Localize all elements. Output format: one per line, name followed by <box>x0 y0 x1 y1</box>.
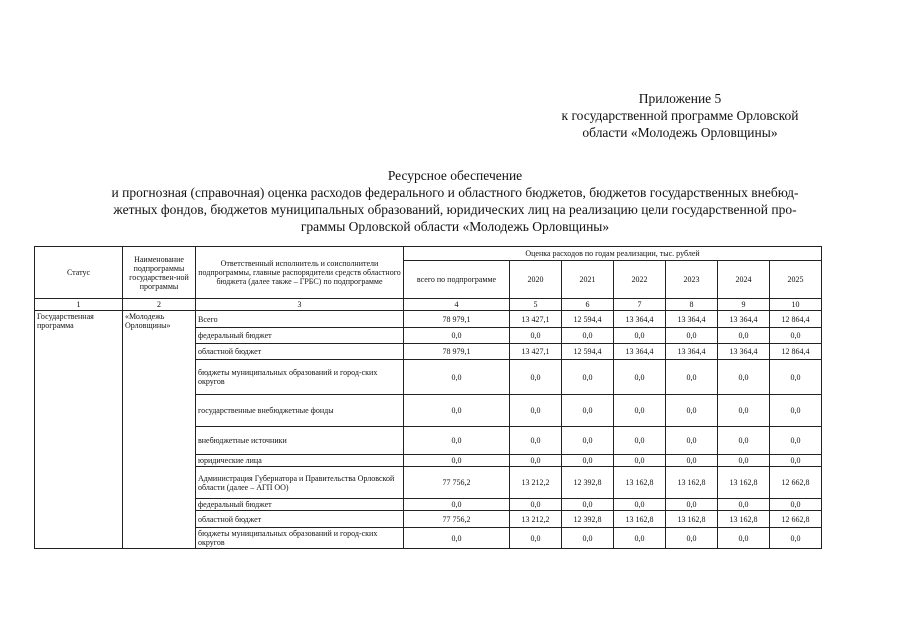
header-year: 2024 <box>718 261 770 299</box>
header-year: 2021 <box>562 261 614 299</box>
year-value: 0,0 <box>770 328 822 344</box>
document-title <box>60 167 850 235</box>
year-value: 0,0 <box>718 455 770 467</box>
year-value: 0,0 <box>666 528 718 549</box>
year-value: 0,0 <box>718 528 770 549</box>
header-name: Наименование подпрограммы государствен-ной программы <box>123 247 196 299</box>
year-value: 0,0 <box>666 499 718 511</box>
year-value: 0,0 <box>562 395 614 427</box>
column-number: 1 <box>35 299 123 311</box>
resource-table <box>34 246 822 549</box>
year-value: 13 364,4 <box>614 344 666 360</box>
year-value: 12 392,8 <box>562 467 614 499</box>
program-name-cell: «Молодежь Орловщины» <box>123 311 196 549</box>
year-value: 13 162,8 <box>614 511 666 528</box>
row-label: бюджеты муниципальных образований и город-ских округов <box>196 360 404 395</box>
year-value: 0,0 <box>666 328 718 344</box>
year-value: 0,0 <box>562 427 614 455</box>
year-value: 12 392,8 <box>562 511 614 528</box>
year-value: 13 212,2 <box>510 511 562 528</box>
year-value: 0,0 <box>614 395 666 427</box>
year-value: 0,0 <box>562 455 614 467</box>
status-cell: Государственная программа <box>35 311 123 549</box>
year-value: 0,0 <box>510 395 562 427</box>
row-label: областной бюджет <box>196 511 404 528</box>
year-value: 13 162,8 <box>666 467 718 499</box>
year-value: 13 212,2 <box>510 467 562 499</box>
column-number: 6 <box>562 299 614 311</box>
column-number: 9 <box>718 299 770 311</box>
appendix-ref-line2: области «Молодежь Орловщины» <box>582 125 778 140</box>
row-label: федеральный бюджет <box>196 499 404 511</box>
year-value: 13 162,8 <box>666 511 718 528</box>
year-value: 0,0 <box>718 328 770 344</box>
total-value: 0,0 <box>404 455 510 467</box>
year-value: 12 864,4 <box>770 311 822 328</box>
year-value: 12 594,4 <box>562 311 614 328</box>
year-value: 0,0 <box>666 455 718 467</box>
header-year: 2020 <box>510 261 562 299</box>
appendix-header <box>530 90 830 141</box>
year-value: 12 864,4 <box>770 344 822 360</box>
year-value: 0,0 <box>510 499 562 511</box>
year-value: 0,0 <box>614 499 666 511</box>
row-label: юридические лица <box>196 455 404 467</box>
year-value: 0,0 <box>510 328 562 344</box>
column-number: 5 <box>510 299 562 311</box>
year-value: 0,0 <box>510 427 562 455</box>
column-number: 10 <box>770 299 822 311</box>
year-value: 13 364,4 <box>666 311 718 328</box>
total-value: 0,0 <box>404 499 510 511</box>
row-label: внебюджетные источники <box>196 427 404 455</box>
total-value: 78 979,1 <box>404 344 510 360</box>
row-label: бюджеты муниципальных образований и город-ских округов <box>196 528 404 549</box>
total-value: 77 756,2 <box>404 511 510 528</box>
year-value: 0,0 <box>562 528 614 549</box>
header-executor: Ответственный исполнитель и соисполнители подпрограммы, главные распорядители средств областного бюджета (далее также – ГРБС) по подпрограмме <box>196 247 404 299</box>
year-value: 0,0 <box>614 455 666 467</box>
year-value: 0,0 <box>510 528 562 549</box>
year-value: 13 364,4 <box>718 344 770 360</box>
header-year: 2023 <box>666 261 718 299</box>
year-value: 0,0 <box>510 360 562 395</box>
year-value: 0,0 <box>666 395 718 427</box>
year-value: 0,0 <box>562 360 614 395</box>
year-value: 0,0 <box>718 395 770 427</box>
year-value: 0,0 <box>666 427 718 455</box>
year-value: 0,0 <box>718 427 770 455</box>
total-value: 78 979,1 <box>404 311 510 328</box>
year-value: 0,0 <box>770 499 822 511</box>
appendix-ref-line1: к государственной программе Орловской <box>561 108 799 123</box>
year-value: 13 162,8 <box>718 511 770 528</box>
year-value: 0,0 <box>770 360 822 395</box>
header-status: Статус <box>35 247 123 299</box>
header-estimate: Оценка расходов по годам реализации, тыс. рублей <box>404 247 822 261</box>
year-value: 13 162,8 <box>718 467 770 499</box>
column-number: 7 <box>614 299 666 311</box>
year-value: 0,0 <box>614 328 666 344</box>
year-value: 0,0 <box>770 528 822 549</box>
year-value: 0,0 <box>770 455 822 467</box>
total-value: 0,0 <box>404 427 510 455</box>
year-value: 0,0 <box>562 328 614 344</box>
column-number: 4 <box>404 299 510 311</box>
year-value: 0,0 <box>562 499 614 511</box>
row-label: федеральный бюджет <box>196 328 404 344</box>
row-label: Всего <box>196 311 404 328</box>
total-value: 77 756,2 <box>404 467 510 499</box>
column-number: 8 <box>666 299 718 311</box>
year-value: 0,0 <box>614 360 666 395</box>
column-number: 2 <box>123 299 196 311</box>
row-label: государственные внебюджетные фонды <box>196 395 404 427</box>
year-value: 0,0 <box>614 427 666 455</box>
year-value: 12 662,8 <box>770 467 822 499</box>
year-value: 12 662,8 <box>770 511 822 528</box>
year-value: 13 364,4 <box>666 344 718 360</box>
year-value: 0,0 <box>718 360 770 395</box>
year-value: 12 594,4 <box>562 344 614 360</box>
appendix-number: Приложение 5 <box>638 91 722 106</box>
year-value: 0,0 <box>770 427 822 455</box>
total-value: 0,0 <box>404 360 510 395</box>
total-value: 0,0 <box>404 328 510 344</box>
header-year: 2025 <box>770 261 822 299</box>
title-line-4: граммы Орловской области «Молодежь Орловщины» <box>300 219 610 234</box>
row-label: Администрация Губернатора и Правительства Орловской области (далее – АГП ОО) <box>196 467 404 499</box>
total-value: 0,0 <box>404 395 510 427</box>
year-value: 13 427,1 <box>510 311 562 328</box>
total-value: 0,0 <box>404 528 510 549</box>
column-number: 3 <box>196 299 404 311</box>
year-value: 0,0 <box>614 528 666 549</box>
year-value: 13 364,4 <box>614 311 666 328</box>
title-line-2: и прогнозная (справочная) оценка расходов федерального и областного бюджетов, бюджетов государственных внебюд- <box>111 185 799 200</box>
year-value: 0,0 <box>718 499 770 511</box>
year-value: 0,0 <box>666 360 718 395</box>
row-label: областной бюджет <box>196 344 404 360</box>
year-value: 13 427,1 <box>510 344 562 360</box>
year-value: 13 364,4 <box>718 311 770 328</box>
header-total: всего по подпрограмме <box>404 261 510 299</box>
title-line-3: жетных фондов, бюджетов муниципальных образований, юридических лиц на реализацию цели государственной про- <box>113 202 797 217</box>
year-value: 0,0 <box>510 455 562 467</box>
year-value: 0,0 <box>770 395 822 427</box>
year-value: 13 162,8 <box>614 467 666 499</box>
title-line-1: Ресурсное обеспечение <box>387 168 523 183</box>
table-row <box>35 311 822 328</box>
header-year: 2022 <box>614 261 666 299</box>
column-number-row <box>35 299 822 311</box>
